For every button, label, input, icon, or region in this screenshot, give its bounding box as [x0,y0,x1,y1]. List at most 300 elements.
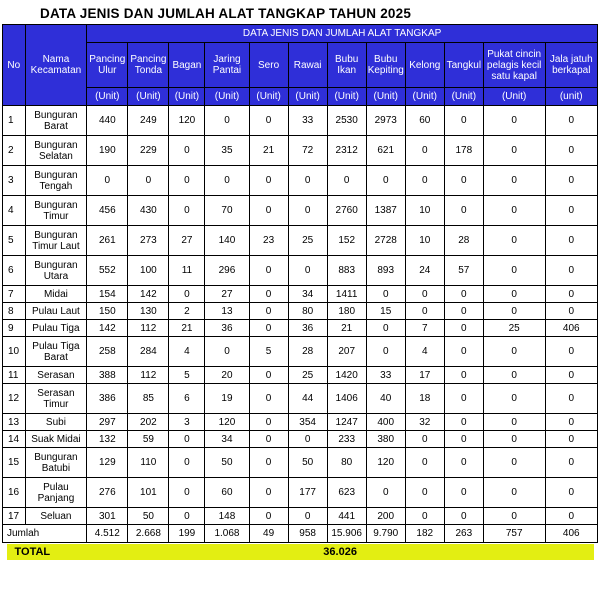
header-column: Tangkul [444,43,483,88]
table-cell: 386 [87,384,128,414]
kecamatan-name: Bunguran Utara [25,256,87,286]
table-cell: 120 [169,106,205,136]
table-cell: 883 [327,256,366,286]
table-cell: 0 [483,414,545,431]
table-cell: 0 [545,414,598,431]
table-cell: 2728 [366,226,405,256]
table-cell: 132 [87,431,128,448]
table-cell: 0 [483,384,545,414]
table-cell: 1406 [327,384,366,414]
header-unit: (Unit) [128,88,169,106]
table-cell: 7 [405,320,444,337]
table-cell: 0 [444,166,483,196]
table-cell: 3 [169,414,205,431]
table-cell: 110 [128,448,169,478]
table-cell: 0 [366,286,405,303]
table-cell: 0 [405,303,444,320]
header-unit: (Unit) [366,88,405,106]
table-cell: 0 [366,320,405,337]
kecamatan-name: Suak Midai [25,431,87,448]
table-cell: 100 [128,256,169,286]
row-number: 12 [3,384,26,414]
table-cell: 0 [288,508,327,525]
table-cell: 0 [249,384,288,414]
jumlah-cell: 2.668 [128,525,169,543]
table-cell: 0 [249,367,288,384]
table-cell: 1247 [327,414,366,431]
row-number: 8 [3,303,26,320]
header-column: Bubu Ikan [327,43,366,88]
table-cell: 0 [205,106,249,136]
table-cell: 0 [249,256,288,286]
total-label: TOTAL [7,544,87,560]
table-cell: 80 [288,303,327,320]
table-cell: 273 [128,226,169,256]
table-row [3,303,598,320]
table-cell: 0 [483,303,545,320]
table-cell: 623 [327,478,366,508]
table-cell: 19 [205,384,249,414]
table-cell: 148 [205,508,249,525]
table-cell: 27 [169,226,205,256]
table-cell: 0 [205,166,249,196]
table-cell: 0 [545,337,598,367]
table-row [3,256,598,286]
table-cell: 0 [366,166,405,196]
table-cell: 25 [483,320,545,337]
table-cell: 0 [545,431,598,448]
table-cell: 0 [288,196,327,226]
table-row [3,508,598,525]
table-row [3,448,598,478]
row-number: 17 [3,508,26,525]
table-cell: 0 [545,196,598,226]
table-cell: 0 [483,337,545,367]
kecamatan-name: Bunguran Tengah [25,166,87,196]
table-cell: 406 [545,320,598,337]
table-cell: 25 [288,226,327,256]
table-cell: 32 [405,414,444,431]
table-cell: 0 [405,448,444,478]
table-cell: 178 [444,136,483,166]
row-number: 1 [3,106,26,136]
header-kecamatan: Nama Kecamatan [25,25,87,106]
table-cell: 0 [169,166,205,196]
table-cell: 0 [128,166,169,196]
table-cell: 0 [288,256,327,286]
table-cell: 150 [87,303,128,320]
table-cell: 0 [483,431,545,448]
table-cell: 200 [366,508,405,525]
table-row [3,286,598,303]
table-cell: 440 [87,106,128,136]
table-cell: 35 [205,136,249,166]
table-cell: 50 [128,508,169,525]
table-cell: 36 [288,320,327,337]
table-row [3,431,598,448]
jumlah-cell: 9.790 [366,525,405,543]
fishing-gear-table [2,24,598,561]
table-cell: 0 [483,196,545,226]
table-cell: 301 [87,508,128,525]
table-cell: 0 [249,303,288,320]
kecamatan-name: Midai [25,286,87,303]
table-cell: 0 [545,367,598,384]
table-cell: 0 [444,337,483,367]
table-cell: 112 [128,367,169,384]
header-column: Jaring Pantai [205,43,249,88]
kecamatan-name: Bunguran Barat [25,106,87,136]
table-cell: 18 [405,384,444,414]
table-cell: 0 [444,478,483,508]
table-cell: 25 [288,367,327,384]
table-row [3,166,598,196]
table-cell: 28 [288,337,327,367]
table-cell: 621 [366,136,405,166]
table-cell: 152 [327,226,366,256]
kecamatan-name: Pulau Tiga [25,320,87,337]
kecamatan-name: Bunguran Batubi [25,448,87,478]
jumlah-cell: 263 [444,525,483,543]
table-cell: 0 [545,384,598,414]
table-cell: 44 [288,384,327,414]
table-cell: 1411 [327,286,366,303]
table-cell: 296 [205,256,249,286]
table-cell: 0 [249,106,288,136]
table-cell: 5 [249,337,288,367]
table-cell: 0 [545,286,598,303]
table-cell: 177 [288,478,327,508]
header-unit: (Unit) [327,88,366,106]
row-number: 14 [3,431,26,448]
table-cell: 10 [405,226,444,256]
table-cell: 112 [128,320,169,337]
table-cell: 27 [205,286,249,303]
table-cell: 456 [87,196,128,226]
table-cell: 190 [87,136,128,166]
table-cell: 0 [444,414,483,431]
table-cell: 40 [366,384,405,414]
table-cell: 21 [249,136,288,166]
table-cell: 400 [366,414,405,431]
kecamatan-name: Bunguran Timur [25,196,87,226]
table-cell: 0 [545,478,598,508]
table-cell: 0 [405,166,444,196]
table-cell: 10 [405,196,444,226]
table-cell: 2760 [327,196,366,226]
table-cell: 0 [444,367,483,384]
table-cell: 0 [483,478,545,508]
table-cell: 0 [205,337,249,367]
header-unit: (Unit) [249,88,288,106]
row-number: 11 [3,367,26,384]
table-cell: 229 [128,136,169,166]
table-cell: 0 [444,303,483,320]
table-cell: 0 [249,414,288,431]
table-cell: 0 [249,431,288,448]
row-number: 6 [3,256,26,286]
table-cell: 0 [169,431,205,448]
table-cell: 380 [366,431,405,448]
table-cell: 154 [87,286,128,303]
table-cell: 0 [327,166,366,196]
table-cell: 15 [366,303,405,320]
row-number: 16 [3,478,26,508]
table-cell: 0 [545,303,598,320]
table-cell: 0 [169,508,205,525]
table-cell: 297 [87,414,128,431]
table-cell: 28 [444,226,483,256]
table-cell: 0 [483,256,545,286]
table-cell: 59 [128,431,169,448]
header-column: Pancing Ulur [87,43,128,88]
table-cell: 354 [288,414,327,431]
table-cell: 0 [545,448,598,478]
kecamatan-name: Subi [25,414,87,431]
table-cell: 120 [205,414,249,431]
table-cell: 249 [128,106,169,136]
table-cell: 33 [366,367,405,384]
row-number: 5 [3,226,26,256]
table-cell: 70 [205,196,249,226]
table-cell: 0 [444,196,483,226]
row-number: 10 [3,337,26,367]
kecamatan-name: Serasan [25,367,87,384]
row-number: 3 [3,166,26,196]
jumlah-cell: 1.068 [205,525,249,543]
table-cell: 0 [444,448,483,478]
row-number: 15 [3,448,26,478]
table-cell: 0 [545,256,598,286]
table-cell: 20 [205,367,249,384]
table-cell: 85 [128,384,169,414]
table-cell: 0 [444,508,483,525]
table-row [3,136,598,166]
jumlah-row [3,525,598,543]
header-column: Kelong [405,43,444,88]
table-cell: 0 [483,226,545,256]
table-cell: 893 [366,256,405,286]
table-cell: 0 [169,136,205,166]
table-cell: 11 [169,256,205,286]
table-cell: 2530 [327,106,366,136]
kecamatan-name: Serasan Timur [25,384,87,414]
table-cell: 0 [483,136,545,166]
jumlah-cell: 182 [405,525,444,543]
kecamatan-name: Seluan [25,508,87,525]
table-cell: 0 [87,166,128,196]
table-row [3,196,598,226]
header-column: Jala jatuh berkapal [545,43,598,88]
table-cell: 2973 [366,106,405,136]
kecamatan-name: Bunguran Timur Laut [25,226,87,256]
table-row [3,226,598,256]
jumlah-label: Jumlah [3,525,87,543]
row-number: 4 [3,196,26,226]
header-no: No [3,25,26,106]
table-row [3,478,598,508]
table-cell: 140 [205,226,249,256]
row-number: 13 [3,414,26,431]
table-cell: 23 [249,226,288,256]
table-cell: 0 [545,226,598,256]
table-cell: 24 [405,256,444,286]
page-title: DATA JENIS DAN JUMLAH ALAT TANGKAP TAHUN 2025 [40,6,412,21]
table-row [3,384,598,414]
total-row [3,543,598,562]
table-cell: 441 [327,508,366,525]
table-cell: 0 [545,508,598,525]
table-cell: 129 [87,448,128,478]
table-cell: 261 [87,226,128,256]
header-unit: (Unit) [405,88,444,106]
table-cell: 50 [205,448,249,478]
table-row [3,320,598,337]
jumlah-cell: 15.906 [327,525,366,543]
table-cell: 142 [128,286,169,303]
row-number: 2 [3,136,26,166]
table-cell: 13 [205,303,249,320]
table-cell: 0 [169,478,205,508]
table-cell: 0 [545,106,598,136]
kecamatan-name: Pulau Tiga Barat [25,337,87,367]
table-cell: 0 [444,286,483,303]
table-cell: 0 [249,196,288,226]
table-cell: 50 [288,448,327,478]
header-unit: (Unit) [87,88,128,106]
table-cell: 34 [288,286,327,303]
jumlah-cell: 757 [483,525,545,543]
table-cell: 0 [405,508,444,525]
table-cell: 0 [169,286,205,303]
table-cell: 0 [169,196,205,226]
header-unit: (Unit) [205,88,249,106]
table-row [3,106,598,136]
table-cell: 0 [483,106,545,136]
table-cell: 34 [205,431,249,448]
table-row [3,414,598,431]
table-cell: 0 [405,286,444,303]
kecamatan-name: Pulau Panjang [25,478,87,508]
header-unit: (Unit) [444,88,483,106]
table-cell: 0 [249,448,288,478]
table-cell: 0 [249,320,288,337]
table-cell: 0 [366,337,405,367]
table-cell: 0 [288,431,327,448]
jumlah-cell: 49 [249,525,288,543]
header-column: Bubu Kepiting [366,43,405,88]
table-row [3,367,598,384]
row-number: 9 [3,320,26,337]
table-cell: 0 [405,136,444,166]
header-unit: (Unit) [169,88,205,106]
table-cell: 1420 [327,367,366,384]
jumlah-cell: 199 [169,525,205,543]
table-cell: 0 [483,166,545,196]
table-cell: 0 [483,286,545,303]
table-cell: 276 [87,478,128,508]
header-column: Pancing Tonda [128,43,169,88]
table-cell: 0 [545,166,598,196]
table-cell: 0 [444,106,483,136]
table-cell: 0 [366,478,405,508]
table-cell: 33 [288,106,327,136]
table-cell: 233 [327,431,366,448]
table-cell: 21 [327,320,366,337]
row-number: 7 [3,286,26,303]
table-cell: 101 [128,478,169,508]
table-cell: 5 [169,367,205,384]
table-cell: 202 [128,414,169,431]
table-cell: 60 [205,478,249,508]
table-cell: 80 [327,448,366,478]
table-cell: 17 [405,367,444,384]
table-cell: 130 [128,303,169,320]
table-cell: 6 [169,384,205,414]
table-cell: 258 [87,337,128,367]
table-cell: 57 [444,256,483,286]
table-cell: 0 [444,384,483,414]
table-cell: 284 [128,337,169,367]
table-cell: 0 [483,508,545,525]
table-cell: 120 [366,448,405,478]
header-column: Pukat cincin pelagis kecil satu kapal [483,43,545,88]
table-cell: 36 [205,320,249,337]
table-cell: 2312 [327,136,366,166]
table-cell: 0 [483,448,545,478]
table-cell: 0 [249,508,288,525]
table-cell: 430 [128,196,169,226]
table-cell: 0 [545,136,598,166]
total-value: 36.026 [87,544,594,560]
jumlah-cell: 958 [288,525,327,543]
kecamatan-name: Bunguran Selatan [25,136,87,166]
table-cell: 21 [169,320,205,337]
header-group: DATA JENIS DAN JUMLAH ALAT TANGKAP [87,25,598,43]
table-cell: 0 [249,286,288,303]
table-cell: 0 [249,166,288,196]
table-cell: 388 [87,367,128,384]
kecamatan-name: Pulau Laut [25,303,87,320]
table-cell: 180 [327,303,366,320]
header-column: Rawai [288,43,327,88]
table-cell: 0 [483,367,545,384]
header-column: Bagan [169,43,205,88]
header-unit: (unit) [545,88,598,106]
table-cell: 4 [405,337,444,367]
table-cell: 0 [169,448,205,478]
table-cell: 207 [327,337,366,367]
table-cell: 2 [169,303,205,320]
table-cell: 0 [405,431,444,448]
table-cell: 0 [444,320,483,337]
header-unit: (Unit) [288,88,327,106]
table-cell: 4 [169,337,205,367]
table-cell: 72 [288,136,327,166]
jumlah-cell: 4.512 [87,525,128,543]
table-cell: 1387 [366,196,405,226]
table-cell: 0 [249,478,288,508]
header-column: Sero [249,43,288,88]
table-cell: 0 [405,478,444,508]
table-cell: 0 [444,431,483,448]
table-row [3,337,598,367]
table-cell: 60 [405,106,444,136]
jumlah-cell: 406 [545,525,598,543]
table-cell: 552 [87,256,128,286]
table-cell: 0 [288,166,327,196]
table-cell: 142 [87,320,128,337]
